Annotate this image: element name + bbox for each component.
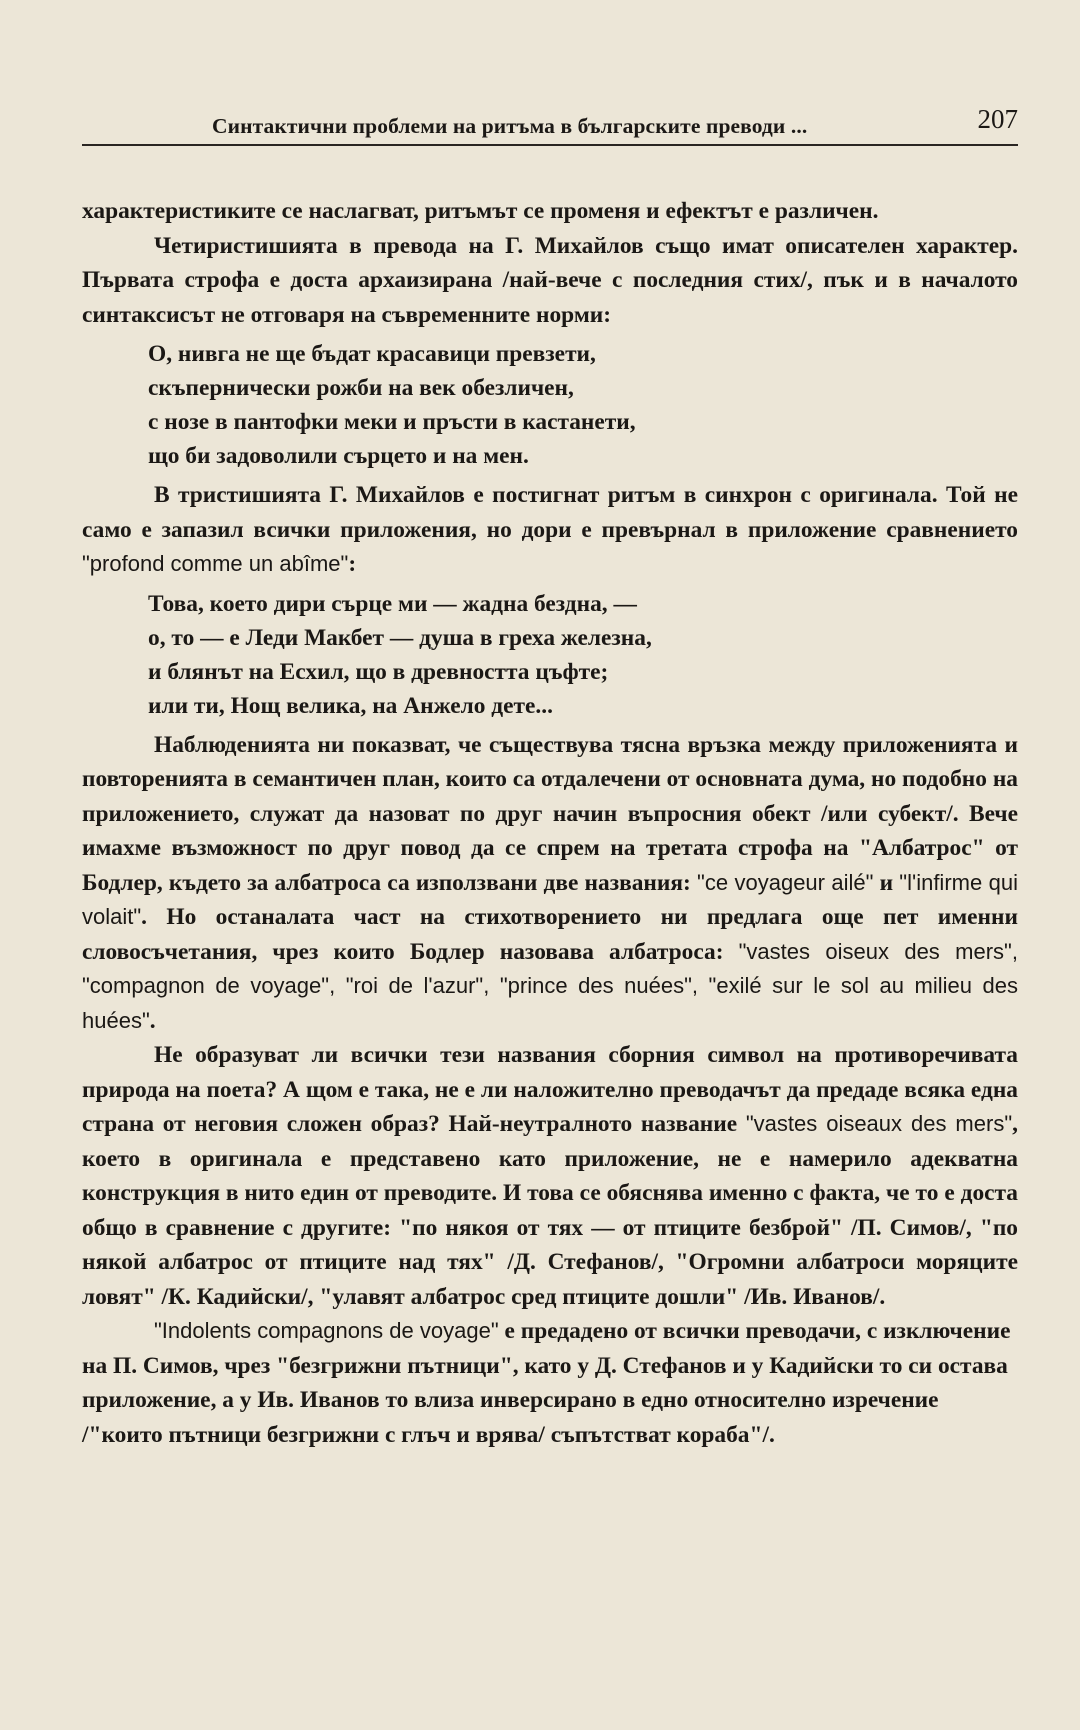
paragraph: Четиристишията в превода на Г. Михайлов също имат описателен характер. Първата строфа е доста архаизирана /най-вече с последния стих/, пък и в началото синтаксисът не отговаря на съвременните норми:: [82, 232, 1018, 328]
verse-line: О, нивга не ще бъдат красавици превзети,: [148, 341, 596, 367]
french-quote: "Indolents compagnons de voyage": [154, 1318, 499, 1343]
verse-line: или ти, Нощ велика, на Анжело дете...: [148, 692, 553, 719]
verse-line: що би задоволили сърцето и на мен.: [148, 443, 529, 469]
paragraph: [82, 1314, 1018, 1452]
paragraph: [82, 728, 1018, 1039]
book-page: [82, 100, 1018, 1452]
text-run: " /П. Симов/, "по някой албатрос от птиците над тях" /Д. Стефанов/, "Огромни албатроси моряците ловят" /К. Кадийски/, "улавят албатрос сред птиците дошли" /Ив. Иванов/.: [82, 1214, 1018, 1310]
verse-line: скъпернически рожби на век обезличен,: [148, 375, 574, 401]
verse-line: о, то — е Леди Макбет — душа в греха железна,: [148, 624, 652, 651]
french-quote: "profond comme un abîme": [82, 551, 349, 576]
text-run: В тристишията Г. Михайлов е постигнат ритъм в синхрон с оригинала. Той не само е запазил всички приложения, но дори е превърнал в приложение сравнението: [82, 482, 1018, 543]
text-run: .: [149, 1007, 156, 1034]
text-run: и: [873, 869, 900, 896]
verse-quote-1: [148, 337, 1018, 473]
text-run: . Но останалата част на стихотворението ни предлага още пет именни словосъчетания, чрез които Бодлер назовава албатроса:: [82, 904, 1018, 965]
text-run: е предадено от всички преводачи, с изключение на П. Симов, чрез "безгрижни пътници", като у Д. Стефанов и у Кадийски то си остава приложение, а у Ив. Иванов то влиза инверсирано в едно относително изречение /"които пътници безгрижни с глъч и врява/ съпътстват кораба"/.: [82, 1318, 1011, 1448]
paragraph: характеристиките се наслагват, ритъмът се променя и ефектът е различен.: [82, 198, 879, 224]
text-run: Не образуват ли всички тези названия сборния символ на противоречивата природа на поета? А щом е така, не е ли наложително преводачът да предаде всяка една страна от неговия сложен образ? Най-неутралното название: [82, 1042, 1018, 1137]
text-run: , което в оригинала е представено като приложение, не е намерило адекватна конструкция в нито един от преводите. И това се обяснява именно с факта, че то е доста общо в сравнение с другите: "по някоя от тях —: [82, 1111, 1018, 1241]
page-body: [82, 194, 1018, 1452]
page-number: 207: [977, 104, 1018, 134]
verse-line: и блянът на Есхил, що в древността цъфте;: [148, 658, 609, 685]
page-header: [82, 100, 1018, 146]
verse-quote-2: [148, 587, 1018, 723]
text-run: по друг начин въпросния обект /или субект/. Вече имахме възможност по друг повод да се спрем на третата строфа на "Албатрос" от Бодлер, където за албатроса са използвани две названия:: [82, 800, 1018, 896]
french-quote: "l'infirme qui volait": [82, 869, 1018, 929]
french-quote: "vastes oiseaux des mers": [745, 1111, 1013, 1136]
verse-line: Това, което дири сърце ми — жадна бездна, —: [148, 590, 637, 617]
paragraph: [82, 478, 1018, 582]
running-title: Синтактични проблеми на ритъма в българските преводи ...: [212, 114, 808, 138]
emphasis: от птиците безброй: [622, 1214, 830, 1241]
french-quote: "vastes oiseux des mers", "compagnon de voyage", "roi de l'azur", "prince des nuées", "exilé sur le sol au milieu des huées": [82, 938, 1018, 1033]
paragraph: [82, 1038, 1018, 1314]
verse-line: с нозе в пантофки меки и пръсти в кастанети,: [148, 409, 636, 435]
text-run: Наблюденията ни показват, че съществува тясна връзка между приложенията и повторенията в семантичен план, които са отдалечени от основната дума, но подобно на приложението, служат да: [82, 731, 1018, 827]
text-run: :: [348, 551, 357, 577]
french-quote: "ce voyageur ailé": [697, 869, 874, 895]
emphasis: назоват: [368, 800, 450, 827]
